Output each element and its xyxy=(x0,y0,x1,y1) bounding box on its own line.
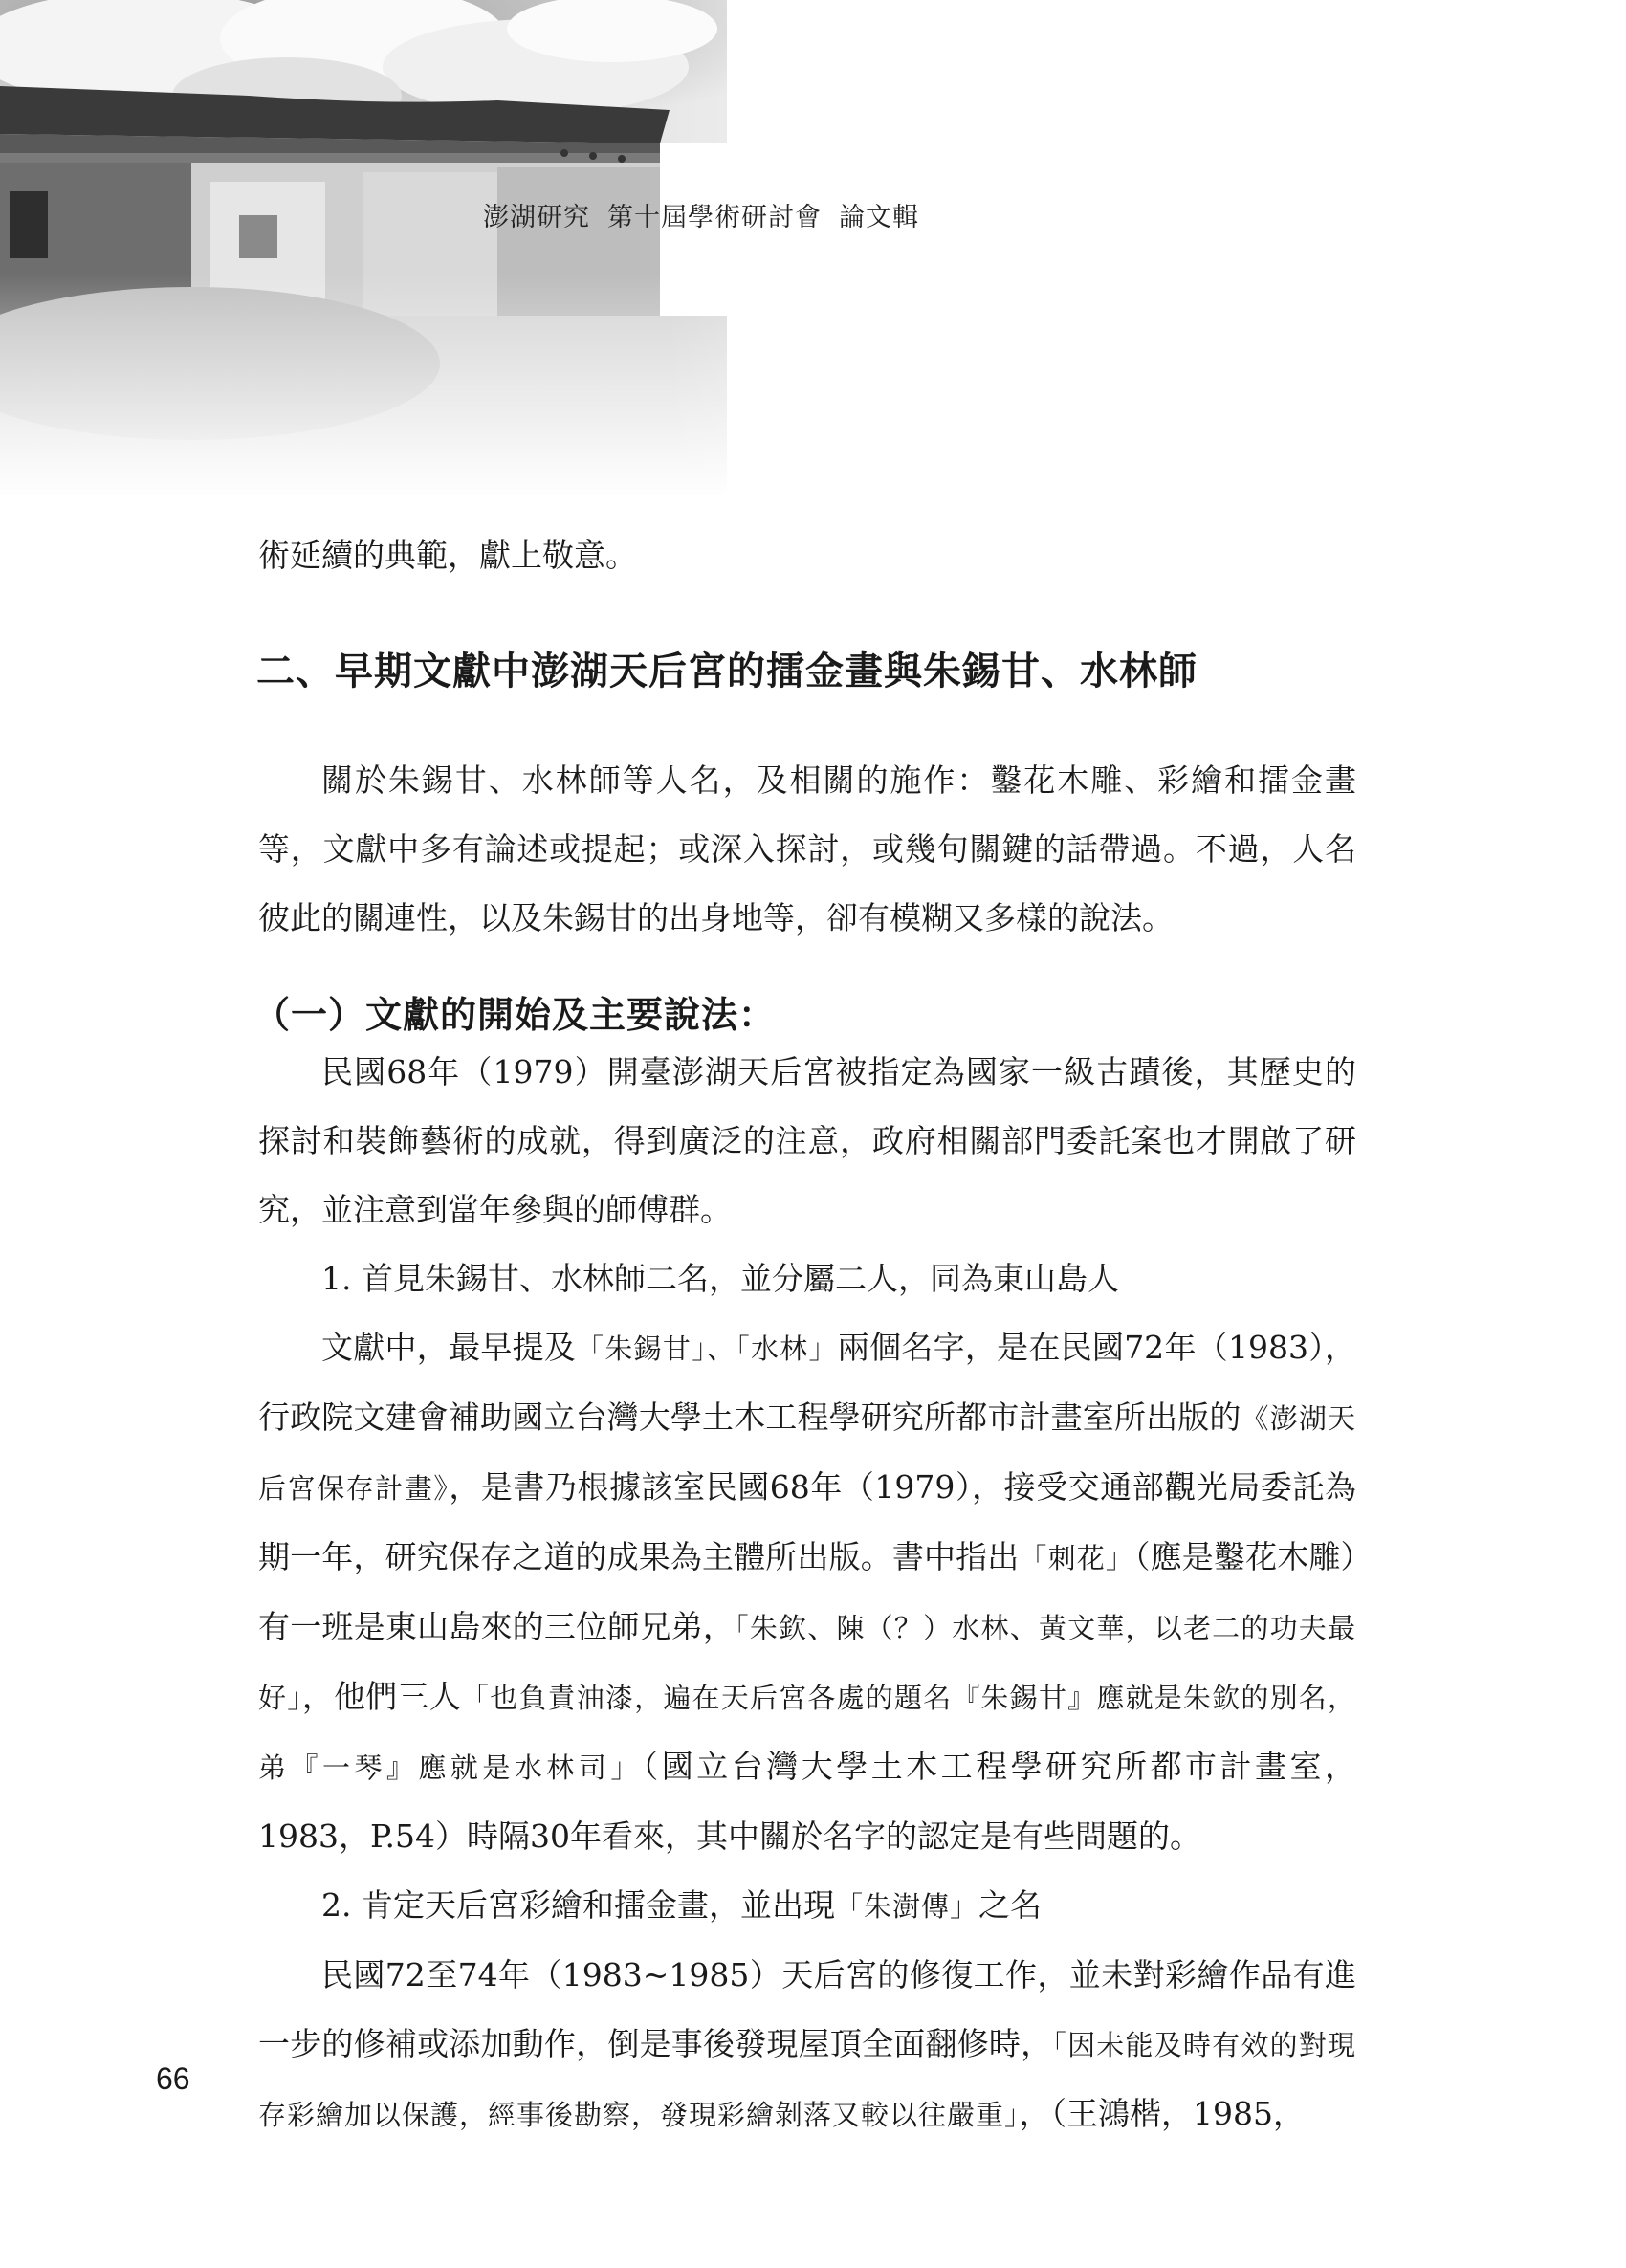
quoted-names: 「朱錫甘」、「水林」 xyxy=(576,1332,838,1365)
quoted-passage: 「朱欽、陳（？）水林、黃文華，以老二的功夫最好」 xyxy=(258,1612,1356,1714)
main-body xyxy=(258,1038,1356,2149)
running-head-collection: 論文輯 xyxy=(839,203,919,232)
text-run: （應是鑿花木雕）有一班是東山島來的三位師兄弟， xyxy=(258,1538,1356,1645)
quoted-passage: 「也負責油漆，遍在天后宮各處的題名『朱錫甘』應就是朱欽的別名，弟『一琴』應就是水林司」 xyxy=(258,1682,1356,1784)
running-head-journal: 澎湖研究 xyxy=(483,203,590,232)
item-1-title: 1. 首見朱錫甘、水林師二名，並分屬二人，同為東山島人 xyxy=(321,1260,1119,1297)
text-run: （國立台灣大學土木工程學研究所都市計畫室，1983，P.54）時隔30年看來，其中關於名字的認定是有些問題的。 xyxy=(258,1748,1356,1855)
text-run: 兩個名字，是在民國72年（1983），行政院文建會補助國立台灣大學土木工程學研究所都市計畫室所出版的 xyxy=(258,1329,1356,1436)
text-run: 2. 肯定天后宮彩繪和擂金畫，並出現 xyxy=(321,1886,835,1924)
header-illustration xyxy=(0,0,1110,497)
text-run: ，（王鴻楷，1985， xyxy=(1019,2095,1305,2132)
item-1-text xyxy=(258,1313,1356,1871)
continuation-text: 術延續的典範，獻上敬意。 xyxy=(258,537,637,574)
section-heading: 二、早期文獻中澎湖天后宮的擂金畫與朱錫甘、水林師 xyxy=(256,650,1198,694)
item-2-text xyxy=(258,1941,1356,2149)
continuation-block xyxy=(258,521,1356,590)
text-run: 之名 xyxy=(978,1886,1042,1924)
running-head xyxy=(483,196,919,233)
quoted-name: 「朱澍傳」 xyxy=(834,1890,978,1923)
text-run: ，他們三人 xyxy=(301,1678,461,1715)
paragraph-1: 民國68年（1979）開臺澎湖天后宮被指定為國家一級古蹟後，其歷史的探討和裝飾藝術的成就，得到廣泛的注意，政府相關部門委託案也才開啟了研究，並注意到當年參與的師傅群。 xyxy=(258,1053,1356,1228)
intro-block xyxy=(258,746,1356,953)
text-run: ，是書乃根據該室民國68年（1979），接受交通部觀光局委託為期一年，研究保存之道的成果為主體所出版。書中指出 xyxy=(258,1468,1356,1575)
running-head-conference: 第十屆學術研討會 xyxy=(607,203,822,232)
quoted-passage: 「因未能及時有效的對現存彩繪加以保護，經事後勘察，發現彩繪剝落又較以往嚴重」 xyxy=(258,2029,1356,2131)
page-number: 66 xyxy=(156,2061,190,2096)
book-title: 《澎湖天后宮保存計畫》 xyxy=(258,1402,1356,1505)
quoted-term: 「刺花」 xyxy=(1019,1542,1134,1574)
item-2-title xyxy=(258,1871,1356,1941)
subsection-heading: （一）文獻的開始及主要說法： xyxy=(253,994,777,1036)
intro-paragraph: 關於朱錫甘、水林師等人名，及相關的施作：鑿花木雕、彩繪和擂金畫等，文獻中多有論述或提起；或深入探討，或幾句關鍵的話帶過。不過，人名彼此的關連性，以及朱錫甘的出身地等，卻有模糊又多樣的說法。 xyxy=(258,761,1356,936)
text-run: 文獻中，最早提及 xyxy=(321,1329,577,1366)
text-run: 民國72至74年（1983~1985）天后宮的修復工作，並未對彩繪作品有進一步的修補或添加動作，倒是事後發現屋頂全面翻修時， xyxy=(258,1956,1356,2062)
